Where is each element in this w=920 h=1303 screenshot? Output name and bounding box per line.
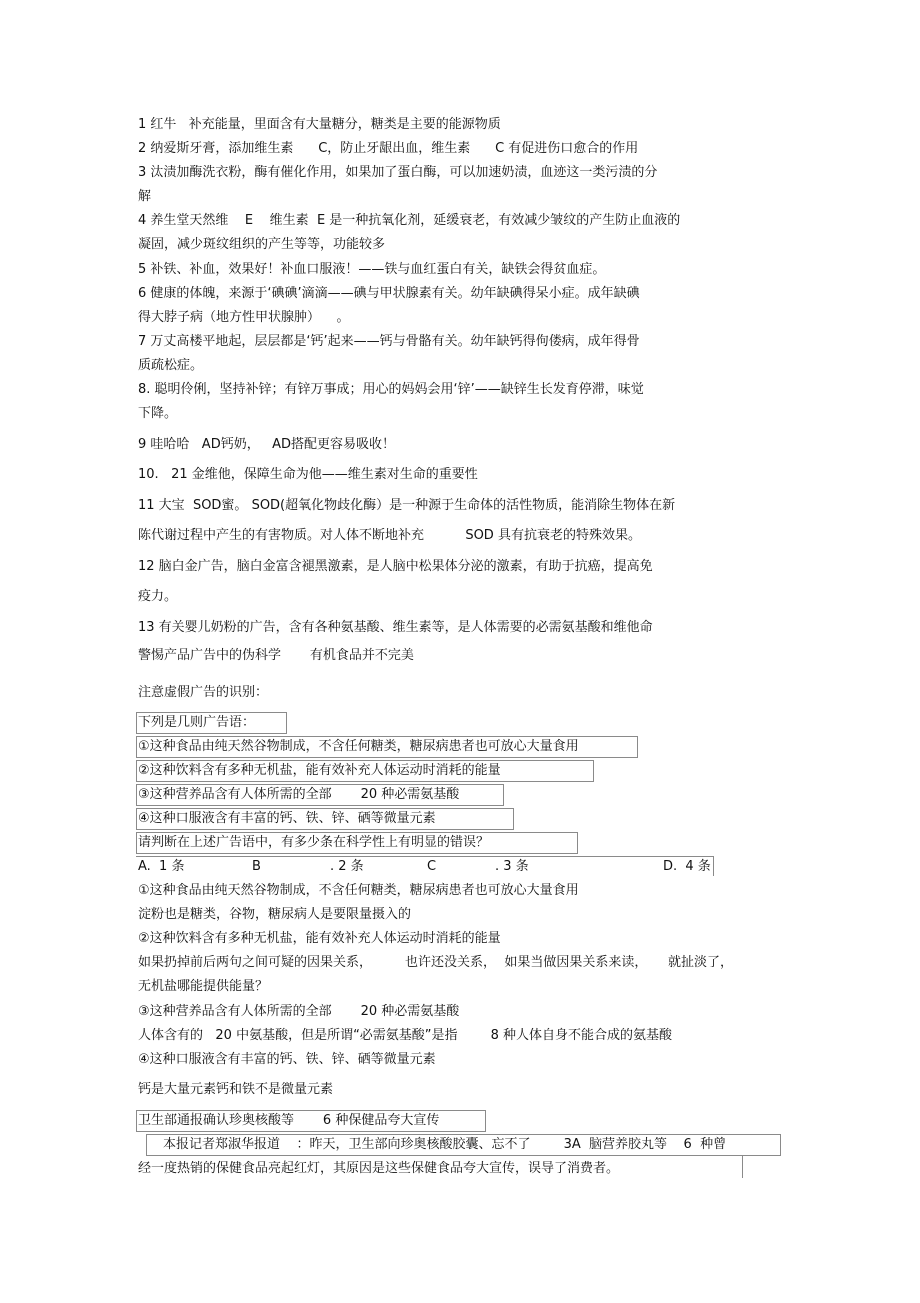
text-line-9: 得大脖子病（地方性甲状腺肿） 。 [138, 310, 350, 325]
section-heading: 注意虚假广告的识别： [138, 685, 269, 700]
news-body-edge [742, 1156, 743, 1178]
text-line-7: 5 补铁、补血，效果好！补血口服液！——铁与血红蛋白有关，缺铁会得贫血症。 [138, 262, 606, 277]
text-line-3: 3 汰渍加酶洗衣粉，酶有催化作用，如果加了蛋白酶，可以加速奶渍，血迹这一类污渍的分 [138, 165, 658, 180]
analysis-note-2-cont: 无机盐哪能提供能量？ [138, 979, 269, 994]
question-prompt: 请判断在上述广告语中，有多少条在科学性上有明显的错误？ [138, 835, 490, 850]
option-a: A. 1 条 [138, 859, 185, 874]
text-line-16: 11 大宝 SOD蜜。 SOD(超氧化物歧化酶）是一种源于生命体的活性物质，能消除生物体在新 [138, 498, 676, 513]
text-line-18: 12 脑白金广告，脑白金富含褪黑激素，是人脑中松果体分泌的激素，有助于抗癌，提高免 [138, 559, 653, 574]
text-line-20: 13 有关婴儿奶粉的广告，含有各种氨基酸、维生素等，是人体需要的必需氨基酸和维他命 [138, 620, 653, 635]
option-b: B [252, 859, 261, 874]
text-line-5: 4 养生堂天然维 E 维生素 E 是一种抗氧化剂，延缓衰老，有效减少皱纹的产生防止血液的 [138, 213, 681, 228]
text-line-15: 10. 21 金维他，保障生命为他——维生素对生命的重要性 [138, 467, 478, 482]
analysis-note-1: 淀粉也是糖类，谷物，糖尿病人是要限量摄入的 [138, 907, 412, 922]
text-line-21: 警惕产品广告中的伪科学 有机食品并不完美 [138, 648, 414, 663]
text-line-17: 陈代谢过程中产生的有害物质。对人体不断地补充 SOD 具有抗衰老的特殊效果。 [138, 528, 641, 543]
question-intro: 下列是几则广告语： [138, 715, 256, 730]
analysis-note-4: 钙是大量元素钙和铁不是微量元素 [138, 1082, 334, 1097]
option-c: C [427, 859, 437, 874]
ad-statement-4: ④这种口服液含有丰富的钙、铁、锌、硒等微量元素 [138, 811, 436, 826]
text-line-12: 8. 聪明伶俐，坚持补锌；有锌万事成；用心的妈妈会用‘锌’——缺锌生长发育停滞，味觉 [138, 382, 644, 397]
option-d: D. 4 条 [663, 859, 711, 874]
text-line-10: 7 万丈高楼平地起，层层都是‘钙’起来——钙与骨骼有关。幼年缺钙得佝偻病，成年得骨 [138, 334, 640, 349]
news-body-line-2: 经一度热销的保健食品亮起红灯，其原因是这些保健食品夸大宣传，误导了消费者。 [138, 1161, 620, 1176]
ad-statement-3: ③这种营养品含有人体所需的全部 20 种必需氨基酸 [138, 787, 460, 802]
text-line-2: 2 纳爱斯牙膏，添加维生素 C，防止牙龈出血，维生素 C 有促进伤口愈合的作用 [138, 141, 639, 156]
analysis-statement-1: ①这种食品由纯天然谷物制成，不含任何糖类，糖尿病患者也可放心大量食用 [138, 883, 579, 898]
text-line-4: 解 [138, 189, 152, 204]
analysis-statement-2: ②这种饮料含有多种无机盐，能有效补充人体运动时消耗的能量 [138, 931, 501, 946]
text-line-1: 1 红牛 补充能量，里面含有大量糖分，糖类是主要的能源物质 [138, 117, 501, 132]
analysis-note-3: 人体含有的 20 中氨基酸，但是所谓“必需氨基酸”是指 8 种人体自身不能合成的氨基酸 [138, 1028, 673, 1043]
news-headline: 卫生部通报确认珍奥核酸等 6 种保健品夸大宣传 [138, 1113, 440, 1128]
news-body-line-1: 本报记者郑淑华报道 ：昨天，卫生部向珍奥核酸胶囊、忘不了 3A 脑营养胶丸等 6 种曾 [163, 1137, 727, 1152]
options-divider [136, 856, 714, 857]
ad-statement-2: ②这种饮料含有多种无机盐，能有效补充人体运动时消耗的能量 [138, 763, 501, 778]
analysis-note-2: 如果扔掉前后两句之间可疑的因果关系， 也许还没关系， 如果当做因果关系来读， 就扯淡了， [138, 955, 733, 970]
text-line-13: 下降。 [138, 406, 178, 421]
option-b-value: . 2 条 [330, 859, 364, 874]
option-c-value: . 3 条 [495, 859, 529, 874]
options-edge [713, 856, 714, 876]
ad-statement-1: ①这种食品由纯天然谷物制成，不含任何糖类，糖尿病患者也可放心大量食用 [138, 739, 579, 754]
text-line-19: 疫力。 [138, 589, 178, 604]
text-line-14: 9 哇哈哈 AD钙奶， AD搭配更容易吸收！ [138, 437, 396, 452]
text-line-6: 凝固，减少斑纹组织的产生等等，功能较多 [138, 237, 386, 252]
text-line-11: 质疏松症。 [138, 358, 204, 373]
text-line-8: 6 健康的体魄，来源于‘碘碘’滴滴——碘与甲状腺素有关。幼年缺碘得呆小症。成年缺碘 [138, 286, 640, 301]
analysis-statement-3: ③这种营养品含有人体所需的全部 20 种必需氨基酸 [138, 1004, 460, 1019]
analysis-statement-4: ④这种口服液含有丰富的钙、铁、锌、硒等微量元素 [138, 1052, 436, 1067]
